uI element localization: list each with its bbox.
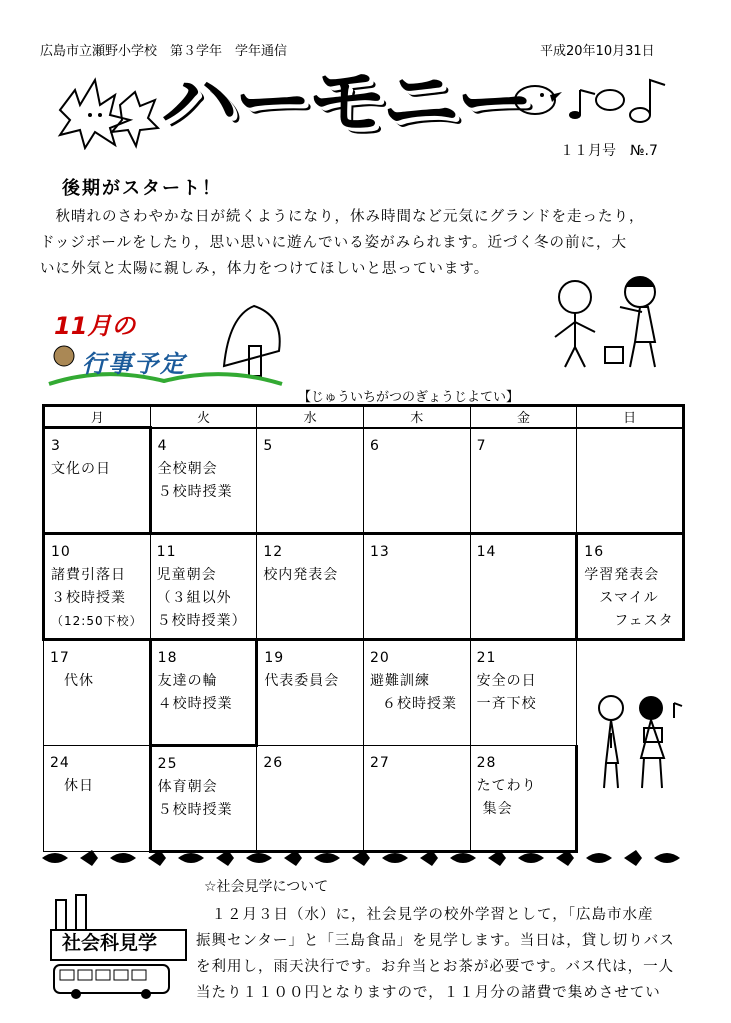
day-event: ５校時授業 <box>157 483 233 500</box>
article-line: を利用し，雨天決行です。お弁当とお茶が必要です。バス代は，一人 <box>196 959 675 975</box>
children-illustration <box>530 262 680 372</box>
calendar-subtitle: 【じゅういちがつのぎょうじよてい】 <box>298 390 520 405</box>
day-number: 28 <box>476 755 497 771</box>
calendar-day-cell <box>577 428 684 534</box>
calendar-day-cell <box>257 428 364 534</box>
calendar-day-cell <box>470 428 577 534</box>
calendar-day-cell <box>150 534 257 640</box>
issue-date: 平成20年10月31日 <box>540 44 655 59</box>
day-event: 避難訓練 <box>369 673 430 689</box>
newsletter-title: ハーモニー <box>160 57 531 147</box>
day-event: たてわり <box>476 778 537 794</box>
day-event: 諸費引落日 <box>51 567 126 583</box>
weekday-tue: 火 <box>150 406 257 428</box>
calendar-day-cell <box>257 640 364 746</box>
day-number: 24 <box>50 755 70 771</box>
day-event: スマイル <box>584 590 659 606</box>
day-number: 21 <box>476 650 497 666</box>
day-event: 体育朝会 <box>157 779 218 795</box>
calendar-day-cell <box>150 640 257 746</box>
events-logo-title: 行事予定 <box>82 350 186 378</box>
day-number: 12 <box>263 544 284 560</box>
day-event: 友達の輪 <box>157 673 218 689</box>
day-event: 児童朝会 <box>156 567 217 583</box>
issue-number: １１月号 №.7 <box>560 143 658 159</box>
leaf-divider <box>40 848 690 868</box>
day-event: （12:50下校） <box>51 614 143 628</box>
day-event: ６校時授業 <box>381 696 457 712</box>
day-event: （３組以外 <box>156 590 232 606</box>
calendar-day-cell <box>44 428 151 534</box>
day-number: 11 <box>156 544 177 560</box>
day-event: 学習発表会 <box>584 567 660 583</box>
day-event: 安全の日 <box>476 673 537 689</box>
events-logo-month: 11月の <box>54 312 136 340</box>
day-event: 集会 <box>482 801 513 817</box>
day-event: 文化の日 <box>51 461 111 477</box>
article-line: 当たり１１００円となりますので，１１月分の諸費で集めさせてい <box>196 985 661 1001</box>
day-number: 5 <box>263 437 274 454</box>
day-number: 4 <box>157 437 168 454</box>
day-event: フェスタ <box>584 613 674 629</box>
calendar-day-cell <box>150 428 257 534</box>
calendar-week-row <box>44 428 684 534</box>
day-number: 7 <box>476 437 487 454</box>
calendar-day-cell <box>470 640 577 746</box>
day-number: 25 <box>157 756 178 772</box>
article-line: 秋晴れのさわやかな日が続くようになり，休み時間など元気にグランドを走ったり， <box>40 209 645 225</box>
weekday-fri: 金 <box>470 406 577 428</box>
calendar-day-cell <box>363 640 470 746</box>
day-number: 17 <box>50 650 70 666</box>
calendar-day-cell <box>150 746 257 852</box>
day-number: 27 <box>369 755 390 771</box>
weekday-mon: 月 <box>44 406 151 428</box>
calendar-day-cell <box>577 534 684 640</box>
calendar-day-cell <box>363 428 470 534</box>
calendar-day-cell <box>470 746 577 852</box>
birds-and-notes-illustration <box>500 70 680 140</box>
calendar-day-cell <box>44 640 151 746</box>
day-event: 一斉下校 <box>476 696 537 712</box>
day-number: 20 <box>369 650 390 666</box>
maple-leaf-illustration <box>40 70 160 150</box>
weekday-wed: 水 <box>257 406 364 428</box>
day-number: 10 <box>51 544 71 560</box>
article-line: 振興センター」と「三島食品」を見学します。当日は，貸し切りバス <box>196 933 675 949</box>
calendar-day-cell <box>363 746 470 852</box>
day-number: 13 <box>369 544 390 560</box>
article-line: ドッジボールをしたり，思い思いに遊んでいる姿がみられます。近づく冬の前に，大 <box>40 235 627 251</box>
singing-children-illustration <box>586 688 686 798</box>
weekday-header-row <box>44 406 684 428</box>
day-event: 全校朝会 <box>157 460 218 477</box>
day-number: 16 <box>584 544 605 560</box>
school-header: 広島市立瀬野小学校 第３学年 学年通信 <box>40 44 288 59</box>
day-event: 校内発表会 <box>263 567 339 583</box>
calendar-day-cell <box>44 746 151 852</box>
article-line: いに外気と太陽に親しみ，体力をつけてほしいと思っています。 <box>40 261 490 277</box>
calendar-week-row <box>44 534 684 640</box>
leaf-border-icon <box>40 848 690 868</box>
field-trip-badge: 社会科見学 <box>62 932 158 954</box>
day-event: ５校時授業） <box>156 613 247 629</box>
weekday-sun: 日 <box>577 406 684 428</box>
day-number: 6 <box>369 437 380 454</box>
weekday-thu: 木 <box>363 406 470 428</box>
day-event: ４校時授業 <box>157 696 233 712</box>
day-number: 26 <box>263 755 284 771</box>
day-event: 休日 <box>64 778 94 794</box>
day-number: 19 <box>264 650 285 666</box>
day-event: 代休 <box>64 673 94 689</box>
article-heading: 後期がスタート！ <box>62 178 222 199</box>
calendar-day-cell <box>257 534 364 640</box>
day-number: 14 <box>476 544 497 560</box>
day-number: 3 <box>51 438 61 454</box>
calendar-day-cell <box>470 534 577 640</box>
day-event: 代表委員会 <box>264 673 340 689</box>
day-event: ３校時授業 <box>51 590 126 606</box>
day-event: ５校時授業 <box>157 802 233 818</box>
article-heading: ☆社会見学について <box>204 879 329 895</box>
day-number: 18 <box>157 650 178 666</box>
calendar-day-cell <box>363 534 470 640</box>
article-line: １２月３日（水）に，社会見学の校外学習として，「広島市水産 <box>196 907 654 923</box>
calendar-day-cell <box>44 534 151 640</box>
calendar-day-cell <box>257 746 364 852</box>
